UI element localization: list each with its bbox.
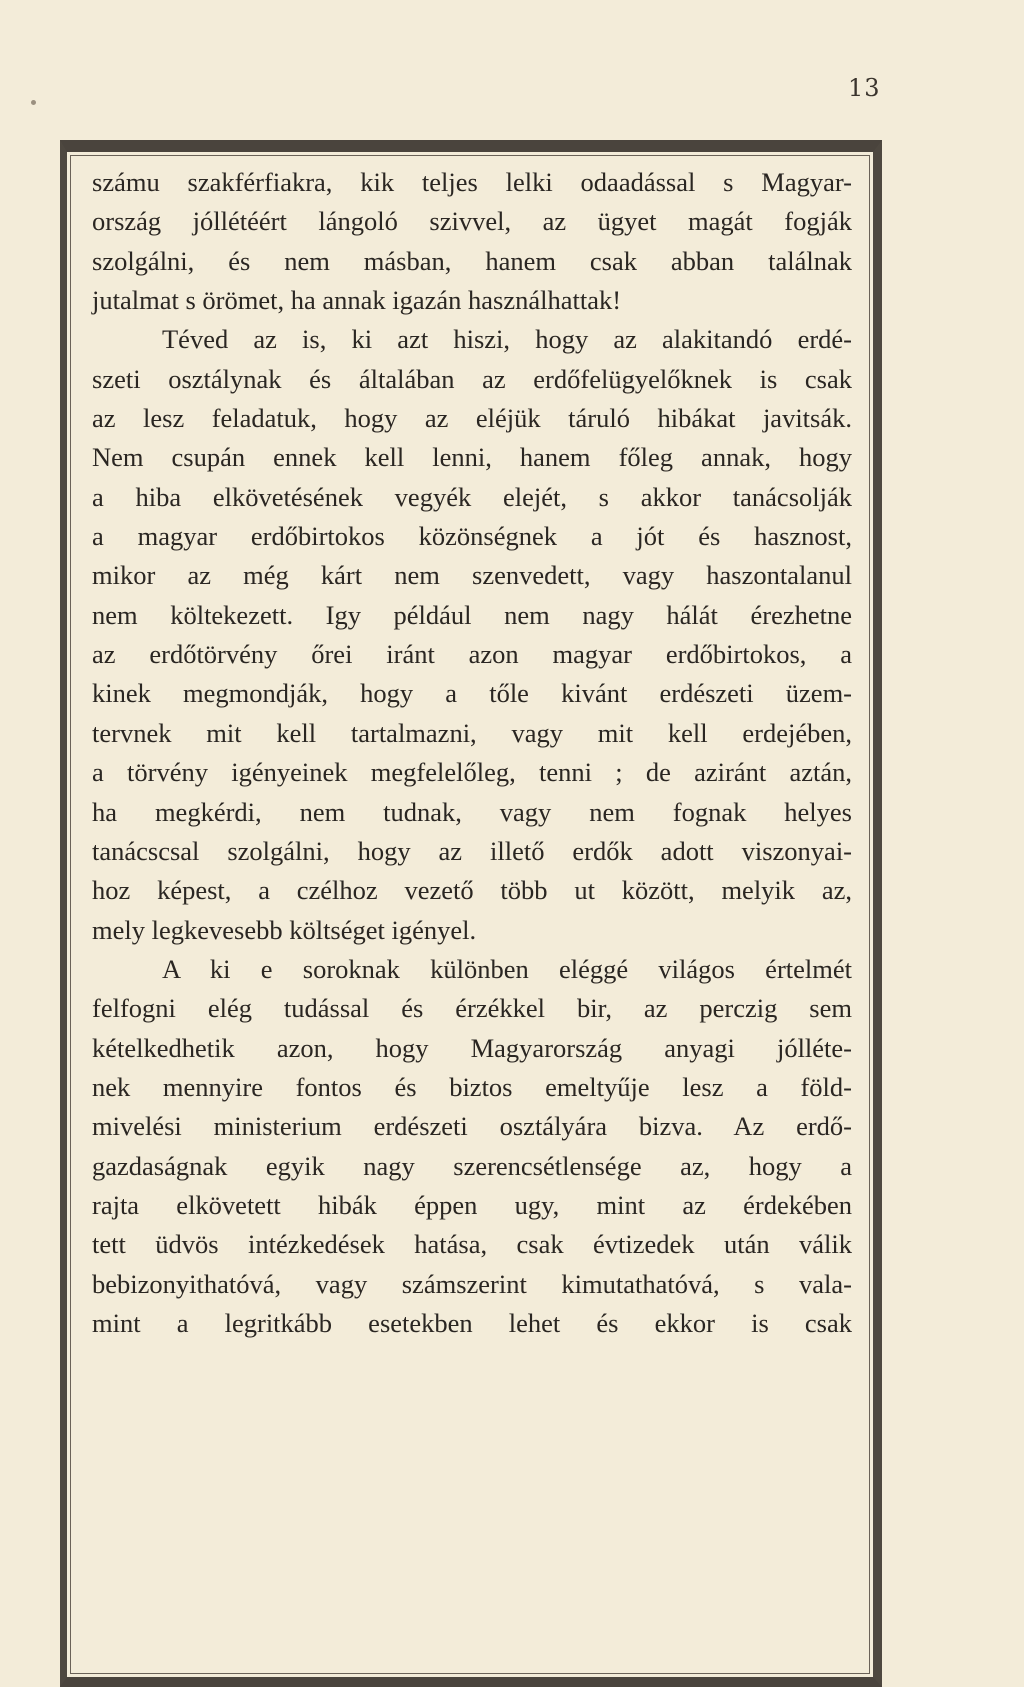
text-line: számu szakférfiakra, kik teljes lelki odaadással s Magyar- <box>92 167 852 197</box>
text-line: ország jóllétéért lángoló szivvel, az ügyet magát fogják <box>92 206 852 237</box>
text-line: jutalmat s örömet, ha annak igazán használhattak! <box>92 285 622 316</box>
text-line: mikor az még kárt nem szenvedett, vagy haszontalanul <box>92 560 852 591</box>
text-line: kételkedhetik azon, hogy Magyarország anyagi jólléte- <box>92 1032 852 1063</box>
page-number: 13 <box>848 74 881 102</box>
text-line: felfogni elég tudással és érzékkel bir, az perczig sem <box>92 993 852 1024</box>
text-line: Nem csupán ennek kell lenni, hanem főleg annak, hogy <box>92 442 852 473</box>
text-line: Téved az is, ki azt hiszi, hogy az alakitandó erdé- <box>162 324 852 355</box>
text-line: nek mennyire fontos és biztos emeltyűje lesz a föld- <box>92 1071 852 1102</box>
text-line: szeti osztálynak és általában az erdőfelügyelőknek is csak <box>92 363 852 394</box>
text-line: tanácscsal szolgálni, hogy az illető erdők adott viszonyai- <box>92 835 852 866</box>
text-line: az erdőtörvény őrei iránt azon magyar erdőbirtokos, a <box>92 639 852 670</box>
text-line: mely legkevesebb költséget igényel. <box>92 914 477 945</box>
text-line: hoz képest, a czélhoz vezető több ut között, melyik az, <box>92 875 852 906</box>
text-line: gazdaságnak egyik nagy szerencsétlensége az, hogy a <box>92 1150 852 1181</box>
paragraph-2 <box>92 950 852 1343</box>
paragraph-1 <box>92 163 852 950</box>
text-line: A ki e soroknak különben eléggé világos értelmét <box>162 953 852 984</box>
text-line: az lesz feladatuk, hogy az eléjük táruló hibákat javitsák. <box>92 403 852 434</box>
text-line: rajta elkövetett hibák éppen ugy, mint az érdekében <box>92 1189 852 1220</box>
text-line: tervnek mit kell tartalmazni, vagy mit kell erdejében, <box>92 717 852 748</box>
text-line: bebizonyithatóvá, vagy számszerint kimutathatóvá, s vala- <box>92 1268 852 1299</box>
text-line: ha megkérdi, nem tudnak, vagy nem fognak helyes <box>92 796 852 827</box>
body-text <box>92 163 852 1343</box>
text-line: mivelési ministerium erdészeti osztályára bizva. Az erdő- <box>92 1111 852 1142</box>
text-line: mint a legritkább esetekben lehet és ekkor is csak <box>92 1307 852 1338</box>
text-line: tett üdvös intézkedések hatása, csak évtizedek után válik <box>92 1229 852 1260</box>
text-line: nem költekezett. Igy például nem nagy hálát érezhetne <box>92 599 852 630</box>
text-line: a törvény igényeinek megfelelőleg, tenni ; de aziránt aztán, <box>92 757 852 788</box>
text-line: a hiba elkövetésének vegyék elejét, s akkor tanácsolják <box>92 481 852 512</box>
text-line: szolgálni, és nem másban, hanem csak abban találnak <box>92 245 852 276</box>
text-line: a magyar erdőbirtokos közönségnek a jót és hasznost, <box>92 521 852 552</box>
text-line: kinek megmondják, hogy a tőle kivánt erdészeti üzem- <box>92 678 852 709</box>
page-speck <box>31 100 36 105</box>
